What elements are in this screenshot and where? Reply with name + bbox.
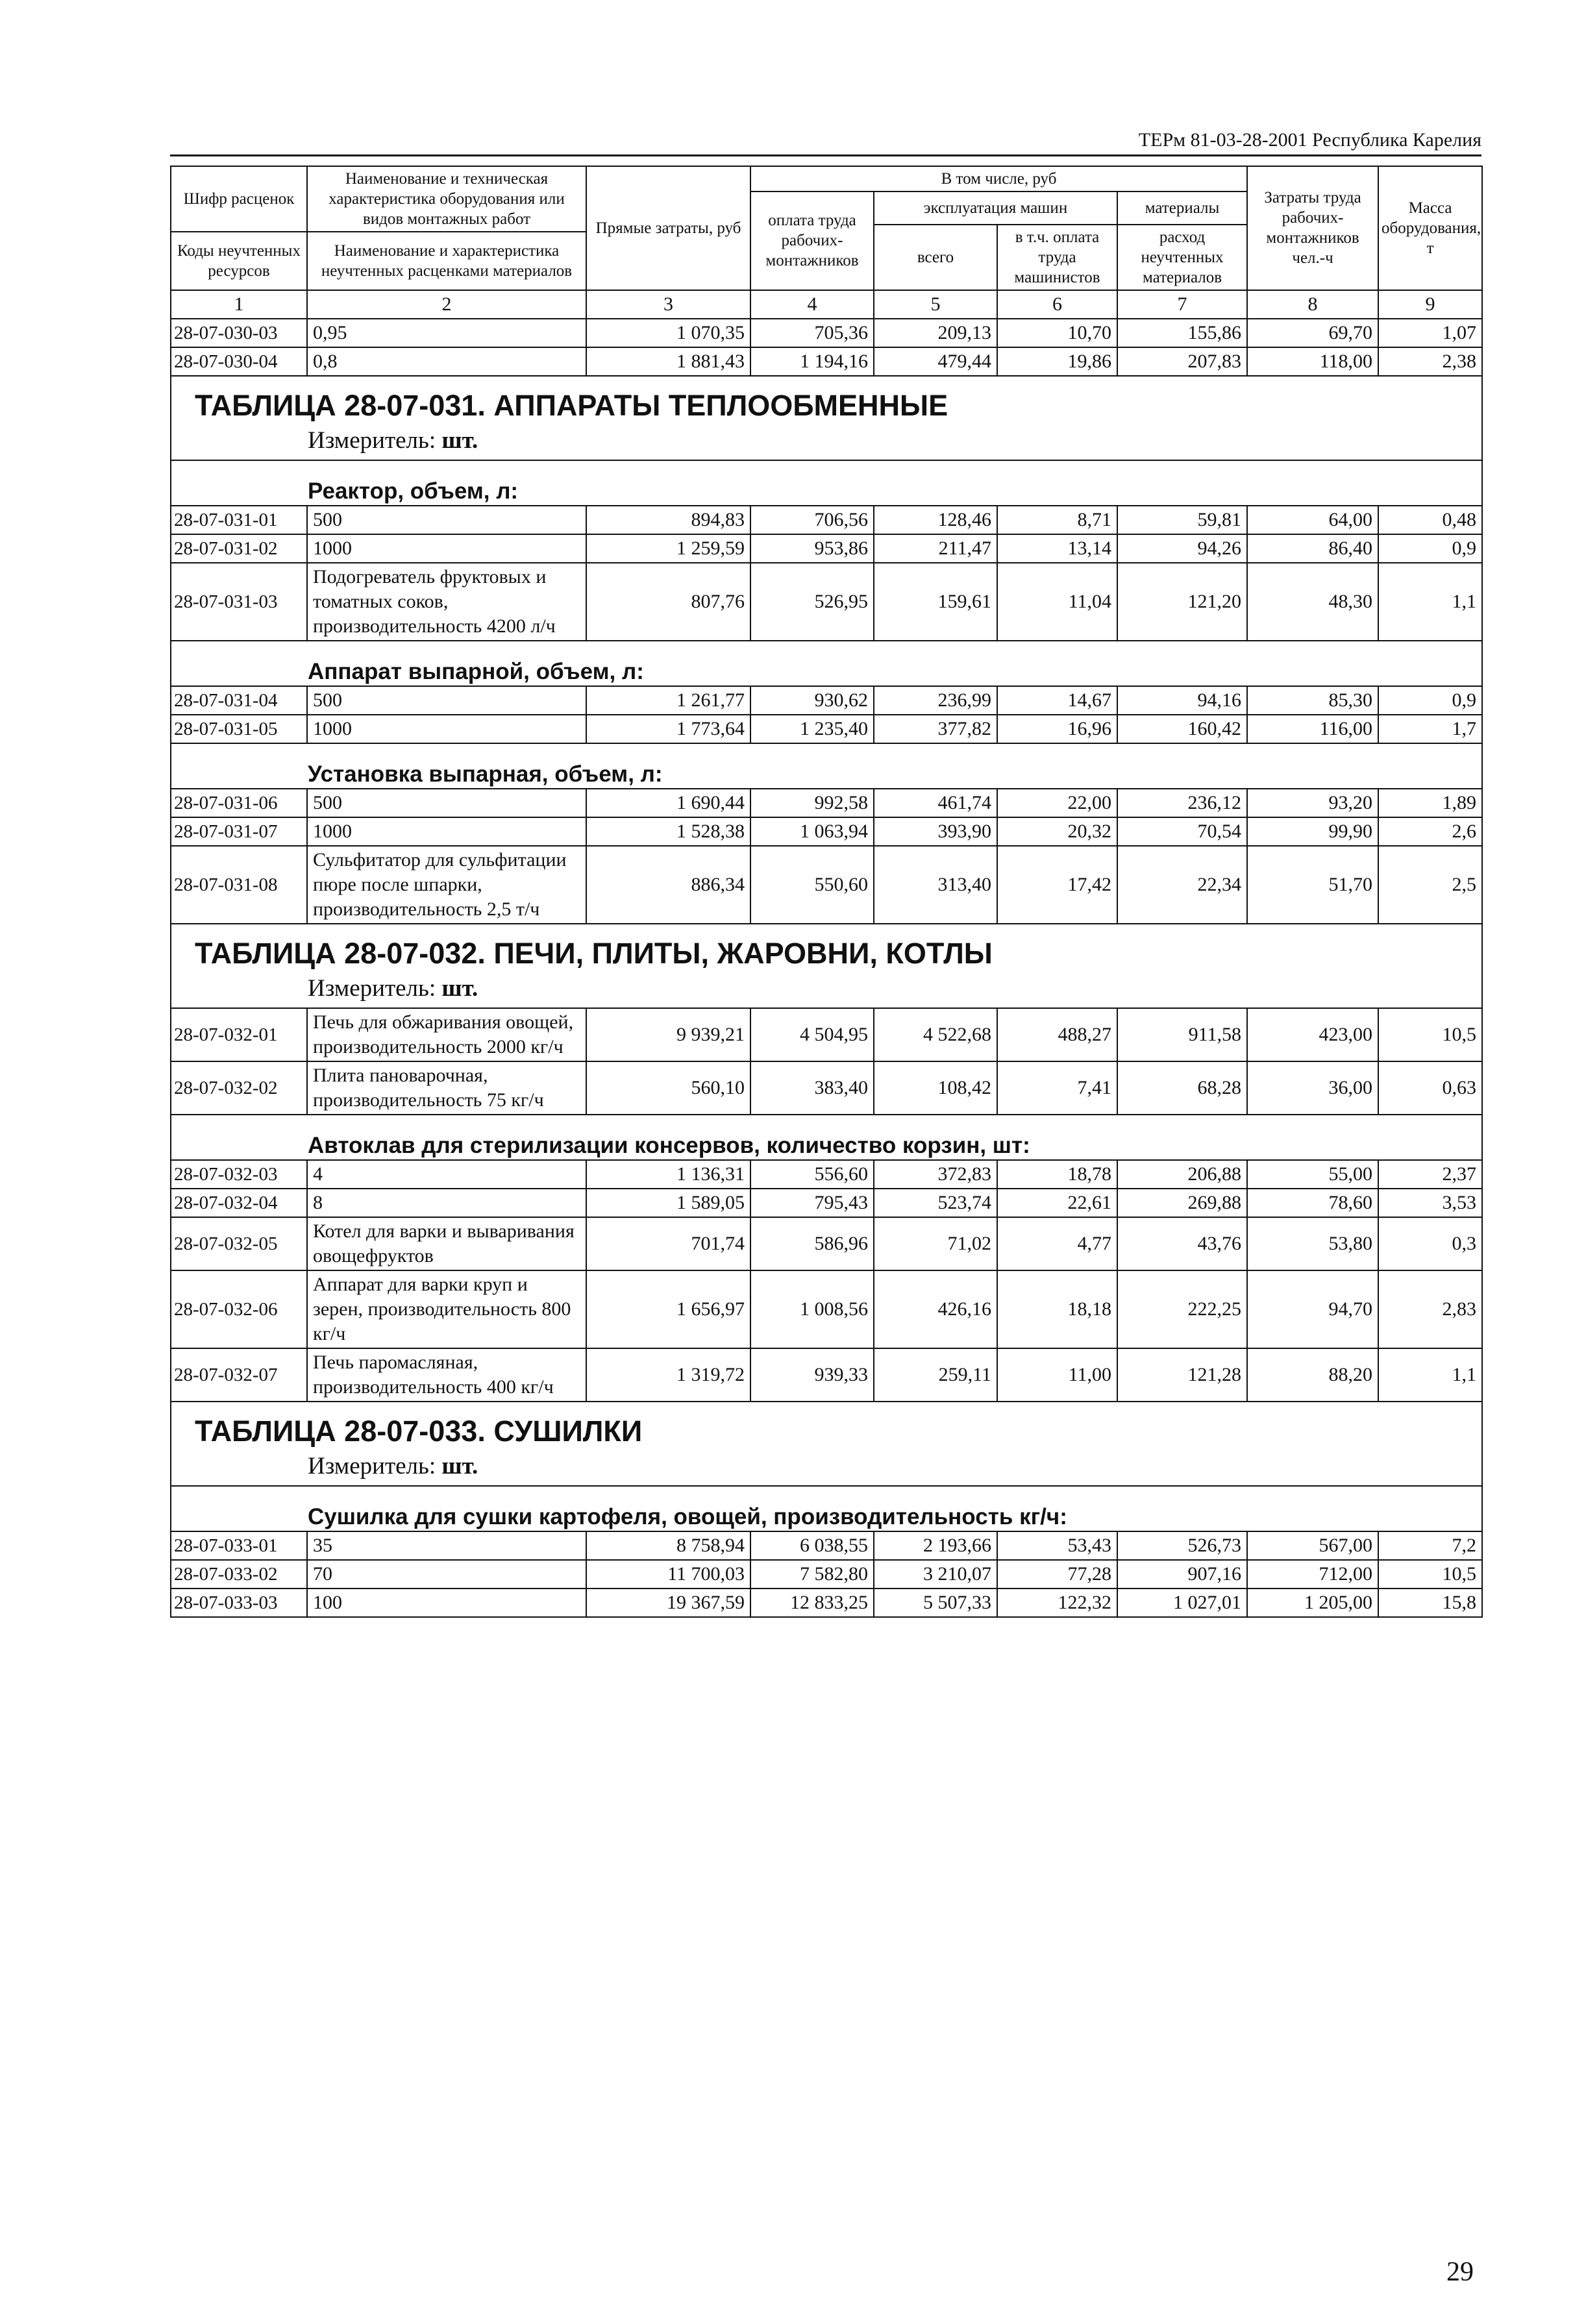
column-number: 3 <box>586 290 750 319</box>
work-name-cell: Плита пановарочная, производительность 75 кг/ч <box>307 1061 586 1115</box>
group-title: Автоклав для стерилизации консервов, количество корзин, шт: <box>308 1132 1030 1158</box>
labor-cost-cell: 118,00 <box>1247 347 1378 376</box>
labor-cost-cell: 64,00 <box>1247 506 1378 534</box>
unit-label: Измеритель: <box>308 1452 436 1479</box>
labor-cost-cell: 1 205,00 <box>1247 1588 1378 1617</box>
column-number: 8 <box>1247 290 1378 319</box>
labor-cost-cell: 88,20 <box>1247 1348 1378 1402</box>
mass-cell: 0,3 <box>1378 1217 1482 1270</box>
section-heading-row <box>171 1402 1482 1486</box>
direct-costs-cell: 1 881,43 <box>586 347 750 376</box>
direct-costs-cell: 1 070,35 <box>586 319 750 347</box>
labor-pay-cell: 706,56 <box>750 506 874 534</box>
mass-cell: 2,83 <box>1378 1270 1482 1348</box>
group-heading-row <box>171 1115 1482 1160</box>
labor-pay-cell: 556,60 <box>750 1160 874 1189</box>
column-number: 2 <box>307 290 586 319</box>
work-name-cell: Подогреватель фруктовых и томатных соков, производительность 4200 л/ч <box>307 563 586 641</box>
group-heading-cell <box>171 460 1482 506</box>
machines-pay-cell: 53,43 <box>997 1531 1117 1560</box>
materials-cell: 22,34 <box>1117 846 1247 924</box>
labor-pay-cell: 992,58 <box>750 789 874 817</box>
labor-pay-cell: 526,95 <box>750 563 874 641</box>
direct-costs-cell: 19 367,59 <box>586 1588 750 1617</box>
unit-label: Измеритель: <box>308 974 436 1002</box>
materials-cell: 43,76 <box>1117 1217 1247 1270</box>
machines-pay-cell: 20,32 <box>997 817 1117 846</box>
machines-pay-cell: 14,67 <box>997 686 1117 715</box>
work-name-cell: 0,95 <box>307 319 586 347</box>
labor-cost-cell: 55,00 <box>1247 1160 1378 1189</box>
table-row <box>171 1217 1482 1270</box>
mass-cell: 1,89 <box>1378 789 1482 817</box>
work-name-cell: 1000 <box>307 817 586 846</box>
direct-costs-cell: 701,74 <box>586 1217 750 1270</box>
rate-code-cell: 28-07-031-08 <box>171 846 307 924</box>
section-heading-cell <box>171 1402 1482 1486</box>
machines-total-cell: 211,47 <box>874 534 997 563</box>
materials-cell: 155,86 <box>1117 319 1247 347</box>
header-machines-pay: в т.ч. оплата труда машинистов <box>997 225 1117 290</box>
table-row <box>171 319 1482 347</box>
direct-costs-cell: 1 690,44 <box>586 789 750 817</box>
rate-code-cell: 28-07-030-04 <box>171 347 307 376</box>
labor-pay-cell: 586,96 <box>750 1217 874 1270</box>
labor-cost-cell: 712,00 <box>1247 1560 1378 1588</box>
column-number: 6 <box>997 290 1117 319</box>
group-heading-cell <box>171 1486 1482 1531</box>
header-materials: расход неучтенных материалов <box>1117 225 1247 290</box>
table-row <box>171 817 1482 846</box>
machines-pay-cell: 7,41 <box>997 1061 1117 1115</box>
rate-code-cell: 28-07-031-01 <box>171 506 307 534</box>
group-heading-row <box>171 1486 1482 1531</box>
mass-cell: 0,9 <box>1378 534 1482 563</box>
rate-code-cell: 28-07-031-04 <box>171 686 307 715</box>
rate-code-cell: 28-07-031-06 <box>171 789 307 817</box>
mass-cell: 10,5 <box>1378 1560 1482 1588</box>
labor-pay-cell: 1 008,56 <box>750 1270 874 1348</box>
table-row <box>171 1348 1482 1402</box>
labor-pay-cell: 939,33 <box>750 1348 874 1402</box>
labor-cost-cell: 78,60 <box>1247 1189 1378 1217</box>
table-row <box>171 1189 1482 1217</box>
labor-pay-cell: 550,60 <box>750 846 874 924</box>
labor-pay-cell: 1 235,40 <box>750 715 874 743</box>
rate-code-cell: 28-07-032-03 <box>171 1160 307 1189</box>
mass-cell: 0,9 <box>1378 686 1482 715</box>
work-name-cell: 0,8 <box>307 347 586 376</box>
materials-cell: 59,81 <box>1117 506 1247 534</box>
table-row <box>171 1061 1482 1115</box>
group-heading-row <box>171 743 1482 789</box>
group-heading-row <box>171 460 1482 506</box>
materials-cell: 236,12 <box>1117 789 1247 817</box>
labor-cost-cell: 86,40 <box>1247 534 1378 563</box>
materials-cell: 907,16 <box>1117 1560 1247 1588</box>
materials-cell: 911,58 <box>1117 1008 1247 1061</box>
materials-cell: 269,88 <box>1117 1189 1247 1217</box>
work-name-cell: 4 <box>307 1160 586 1189</box>
materials-cell: 94,16 <box>1117 686 1247 715</box>
work-name-cell: 35 <box>307 1531 586 1560</box>
group-heading-cell <box>171 743 1482 789</box>
rate-code-cell: 28-07-032-02 <box>171 1061 307 1115</box>
group-title: Установка выпарная, объем, л: <box>308 761 663 787</box>
machines-total-cell: 236,99 <box>874 686 997 715</box>
labor-cost-cell: 423,00 <box>1247 1008 1378 1061</box>
unit-line <box>171 425 1481 460</box>
labor-cost-cell: 53,80 <box>1247 1217 1378 1270</box>
header-name-bottom: Наименование и характеристика неучтенных расценками материалов <box>307 232 586 290</box>
labor-pay-cell: 383,40 <box>750 1061 874 1115</box>
mass-cell: 1,7 <box>1378 715 1482 743</box>
rate-code-cell: 28-07-032-05 <box>171 1217 307 1270</box>
column-number: 4 <box>750 290 874 319</box>
table-row <box>171 1008 1482 1061</box>
materials-cell: 121,20 <box>1117 563 1247 641</box>
direct-costs-cell: 807,76 <box>586 563 750 641</box>
table-row <box>171 1531 1482 1560</box>
materials-cell: 70,54 <box>1117 817 1247 846</box>
mass-cell: 10,5 <box>1378 1008 1482 1061</box>
work-name-cell: 8 <box>307 1189 586 1217</box>
table-row <box>171 534 1482 563</box>
work-name-cell: Котел для варки и вываривания овощефруктов <box>307 1217 586 1270</box>
column-number: 5 <box>874 290 997 319</box>
labor-cost-cell: 116,00 <box>1247 715 1378 743</box>
column-number: 7 <box>1117 290 1247 319</box>
machines-pay-cell: 122,32 <box>997 1588 1117 1617</box>
table-row <box>171 1270 1482 1348</box>
machines-pay-cell: 8,71 <box>997 506 1117 534</box>
machines-total-cell: 479,44 <box>874 347 997 376</box>
mass-cell: 7,2 <box>1378 1531 1482 1560</box>
rate-code-cell: 28-07-032-04 <box>171 1189 307 1217</box>
unit-line <box>171 972 1481 1007</box>
header-direct-costs: Прямые затраты, руб <box>586 166 750 290</box>
materials-cell: 526,73 <box>1117 1531 1247 1560</box>
materials-cell: 1 027,01 <box>1117 1588 1247 1617</box>
column-numbers-row <box>171 290 1482 319</box>
labor-cost-cell: 99,90 <box>1247 817 1378 846</box>
labor-cost-cell: 94,70 <box>1247 1270 1378 1348</box>
materials-cell: 222,25 <box>1117 1270 1247 1348</box>
section-title: ТАБЛИЦА 28-07-032. ПЕЧИ, ПЛИТЫ, ЖАРОВНИ, КОТЛЫ <box>195 936 993 970</box>
machines-total-cell: 313,40 <box>874 846 997 924</box>
section-heading-cell <box>171 376 1482 460</box>
group-title: Реактор, объем, л: <box>308 478 519 504</box>
mass-cell: 2,37 <box>1378 1160 1482 1189</box>
machines-pay-cell: 18,18 <box>997 1270 1117 1348</box>
labor-pay-cell: 930,62 <box>750 686 874 715</box>
labor-pay-cell: 6 038,55 <box>750 1531 874 1560</box>
header-materials-group: материалы <box>1117 192 1247 225</box>
machines-total-cell: 426,16 <box>874 1270 997 1348</box>
table-row <box>171 1560 1482 1588</box>
machines-pay-cell: 18,78 <box>997 1160 1117 1189</box>
labor-pay-cell: 12 833,25 <box>750 1588 874 1617</box>
materials-cell: 121,28 <box>1117 1348 1247 1402</box>
group-title: Аппарат выпарной, объем, л: <box>308 658 644 684</box>
machines-pay-cell: 22,61 <box>997 1189 1117 1217</box>
table-row <box>171 846 1482 924</box>
direct-costs-cell: 11 700,03 <box>586 1560 750 1588</box>
materials-cell: 160,42 <box>1117 715 1247 743</box>
header-mass: Масса оборудования, т <box>1378 166 1482 290</box>
header-row-1 <box>171 166 1482 192</box>
table-row <box>171 1160 1482 1189</box>
group-title: Сушилка для сушки картофеля, овощей, производительность кг/ч: <box>308 1503 1067 1529</box>
rate-code-cell: 28-07-031-07 <box>171 817 307 846</box>
machines-total-cell: 128,46 <box>874 506 997 534</box>
direct-costs-cell: 1 259,59 <box>586 534 750 563</box>
mass-cell: 2,6 <box>1378 817 1482 846</box>
header-including-group: В том числе, руб <box>750 166 1247 192</box>
direct-costs-cell: 894,83 <box>586 506 750 534</box>
mass-cell: 0,63 <box>1378 1061 1482 1115</box>
labor-cost-cell: 85,30 <box>1247 686 1378 715</box>
machines-pay-cell: 16,96 <box>997 715 1117 743</box>
table-row <box>171 789 1482 817</box>
machines-total-cell: 3 210,07 <box>874 1560 997 1588</box>
mass-cell: 1,1 <box>1378 563 1482 641</box>
machines-pay-cell: 488,27 <box>997 1008 1117 1061</box>
group-heading-cell <box>171 1115 1482 1160</box>
rate-code-cell: 28-07-033-02 <box>171 1560 307 1588</box>
labor-cost-cell: 51,70 <box>1247 846 1378 924</box>
unit-label: Измеритель: <box>308 426 436 454</box>
unit-line <box>171 1450 1481 1485</box>
work-name-cell: Сульфитатор для сульфитации пюре после шпарки, производительность 2,5 т/ч <box>307 846 586 924</box>
rate-code-cell: 28-07-032-01 <box>171 1008 307 1061</box>
unit-value: шт. <box>441 426 478 454</box>
direct-costs-cell: 1 656,97 <box>586 1270 750 1348</box>
materials-cell: 94,26 <box>1117 534 1247 563</box>
direct-costs-cell: 1 319,72 <box>586 1348 750 1402</box>
work-name-cell: Аппарат для варки круп и зерен, производительность 800 кг/ч <box>307 1270 586 1348</box>
mass-cell: 1,1 <box>1378 1348 1482 1402</box>
section-title: ТАБЛИЦА 28-07-033. СУШИЛКИ <box>195 1414 643 1448</box>
labor-pay-cell: 705,36 <box>750 319 874 347</box>
mass-cell: 15,8 <box>1378 1588 1482 1617</box>
machines-total-cell: 159,61 <box>874 563 997 641</box>
header-code-bottom: Коды неучтенных ресурсов <box>171 232 307 290</box>
section-heading-row <box>171 376 1482 460</box>
labor-cost-cell: 48,30 <box>1247 563 1378 641</box>
machines-total-cell: 372,83 <box>874 1160 997 1189</box>
machines-total-cell: 259,11 <box>874 1348 997 1402</box>
rate-code-cell: 28-07-032-07 <box>171 1348 307 1402</box>
machines-pay-cell: 77,28 <box>997 1560 1117 1588</box>
direct-costs-cell: 1 773,64 <box>586 715 750 743</box>
unit-value: шт. <box>441 974 478 1002</box>
materials-cell: 206,88 <box>1117 1160 1247 1189</box>
direct-costs-cell: 1 261,77 <box>586 686 750 715</box>
header-machines-total: всего <box>874 225 997 290</box>
labor-cost-cell: 36,00 <box>1247 1061 1378 1115</box>
direct-costs-cell: 560,10 <box>586 1061 750 1115</box>
machines-pay-cell: 22,00 <box>997 789 1117 817</box>
labor-pay-cell: 1 063,94 <box>750 817 874 846</box>
work-name-cell: 70 <box>307 1560 586 1588</box>
machines-total-cell: 4 522,68 <box>874 1008 997 1061</box>
mass-cell: 1,07 <box>1378 319 1482 347</box>
work-name-cell: 100 <box>307 1588 586 1617</box>
machines-total-cell: 523,74 <box>874 1189 997 1217</box>
work-name-cell: 500 <box>307 789 586 817</box>
work-name-cell: 1000 <box>307 534 586 563</box>
header-code-top: Шифр расценок <box>171 166 307 232</box>
page-number: 29 <box>1446 2257 1474 2287</box>
table-row <box>171 506 1482 534</box>
document-header: ТЕРм 81-03-28-2001 Республика Карелия <box>170 127 1481 156</box>
work-name-cell: Печь для обжаривания овощей, производительность 2000 кг/ч <box>307 1008 586 1061</box>
group-heading-row <box>171 641 1482 686</box>
rate-code-cell: 28-07-032-06 <box>171 1270 307 1348</box>
materials-cell: 207,83 <box>1117 347 1247 376</box>
direct-costs-cell: 1 589,05 <box>586 1189 750 1217</box>
table-row <box>171 347 1482 376</box>
machines-pay-cell: 11,04 <box>997 563 1117 641</box>
machines-total-cell: 461,74 <box>874 789 997 817</box>
labor-pay-cell: 795,43 <box>750 1189 874 1217</box>
direct-costs-cell: 1 528,38 <box>586 817 750 846</box>
work-name-cell: Печь паромасляная, производительность 400 кг/ч <box>307 1348 586 1402</box>
work-name-cell: 500 <box>307 686 586 715</box>
section-heading-cell <box>171 924 1482 1008</box>
machines-total-cell: 108,42 <box>874 1061 997 1115</box>
rate-code-cell: 28-07-033-01 <box>171 1531 307 1560</box>
table-row <box>171 1588 1482 1617</box>
machines-pay-cell: 13,14 <box>997 534 1117 563</box>
labor-pay-cell: 7 582,80 <box>750 1560 874 1588</box>
machines-pay-cell: 11,00 <box>997 1348 1117 1402</box>
mass-cell: 3,53 <box>1378 1189 1482 1217</box>
header-machines-group: эксплуатация машин <box>874 192 1117 225</box>
rate-code-cell: 28-07-033-03 <box>171 1588 307 1617</box>
labor-pay-cell: 1 194,16 <box>750 347 874 376</box>
machines-pay-cell: 4,77 <box>997 1217 1117 1270</box>
header-labor-cost: Затраты труда рабочих-монтажников чел.-ч <box>1247 166 1378 290</box>
header-name-top: Наименование и техническая характеристика оборудования или видов монтажных работ <box>307 166 586 232</box>
materials-cell: 68,28 <box>1117 1061 1247 1115</box>
table-row <box>171 686 1482 715</box>
labor-cost-cell: 93,20 <box>1247 789 1378 817</box>
table-row <box>171 563 1482 641</box>
column-number: 9 <box>1378 290 1482 319</box>
labor-pay-cell: 953,86 <box>750 534 874 563</box>
work-name-cell: 1000 <box>307 715 586 743</box>
direct-costs-cell: 8 758,94 <box>586 1531 750 1560</box>
table-row <box>171 715 1482 743</box>
rate-code-cell: 28-07-031-05 <box>171 715 307 743</box>
section-title: ТАБЛИЦА 28-07-031. АППАРАТЫ ТЕПЛООБМЕННЫЕ <box>195 388 948 422</box>
table-body <box>171 166 1482 1617</box>
unit-value: шт. <box>441 1452 478 1479</box>
machines-pay-cell: 19,86 <box>997 347 1117 376</box>
direct-costs-cell: 1 136,31 <box>586 1160 750 1189</box>
mass-cell: 2,5 <box>1378 846 1482 924</box>
header-labor-pay: оплата труда рабочих-монтажников <box>750 192 874 290</box>
rates-table <box>170 166 1483 1618</box>
machines-pay-cell: 10,70 <box>997 319 1117 347</box>
section-heading-row <box>171 924 1482 1008</box>
machines-total-cell: 393,90 <box>874 817 997 846</box>
group-heading-cell <box>171 641 1482 686</box>
machines-total-cell: 5 507,33 <box>874 1588 997 1617</box>
rate-code-cell: 28-07-030-03 <box>171 319 307 347</box>
mass-cell: 0,48 <box>1378 506 1482 534</box>
machines-total-cell: 2 193,66 <box>874 1531 997 1560</box>
labor-cost-cell: 567,00 <box>1247 1531 1378 1560</box>
machines-total-cell: 209,13 <box>874 319 997 347</box>
labor-cost-cell: 69,70 <box>1247 319 1378 347</box>
direct-costs-cell: 886,34 <box>586 846 750 924</box>
column-number: 1 <box>171 290 307 319</box>
rate-code-cell: 28-07-031-02 <box>171 534 307 563</box>
direct-costs-cell: 9 939,21 <box>586 1008 750 1061</box>
labor-pay-cell: 4 504,95 <box>750 1008 874 1061</box>
work-name-cell: 500 <box>307 506 586 534</box>
machines-total-cell: 71,02 <box>874 1217 997 1270</box>
mass-cell: 2,38 <box>1378 347 1482 376</box>
machines-pay-cell: 17,42 <box>997 846 1117 924</box>
rate-code-cell: 28-07-031-03 <box>171 563 307 641</box>
machines-total-cell: 377,82 <box>874 715 997 743</box>
